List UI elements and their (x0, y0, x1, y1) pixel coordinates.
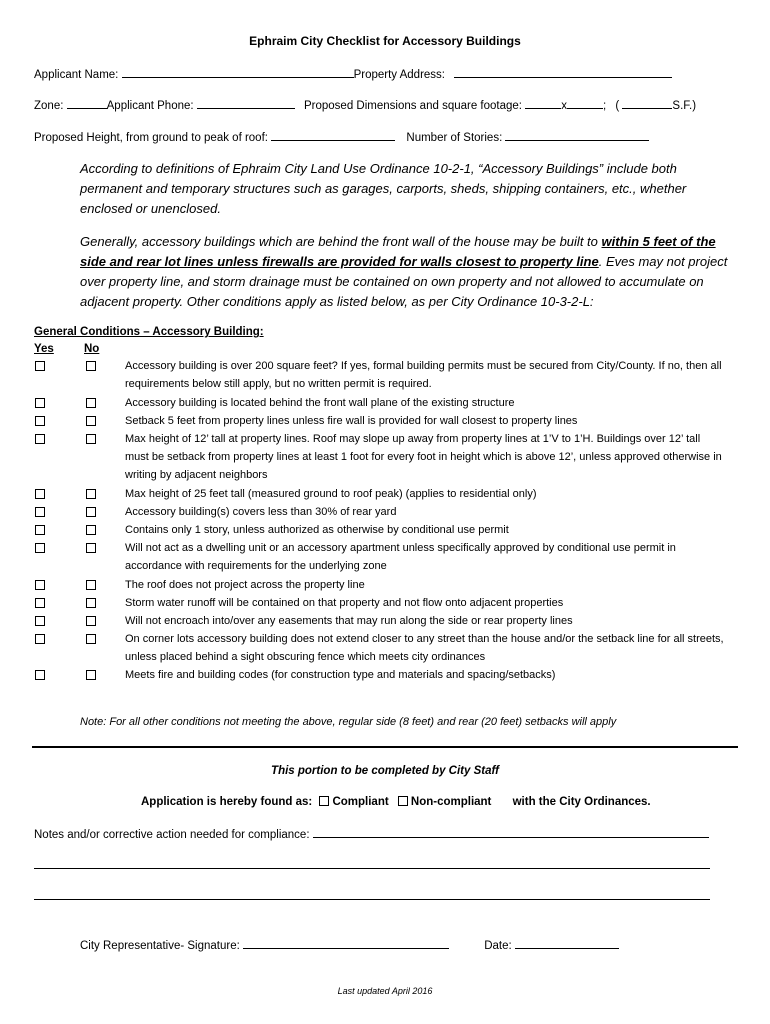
dimension-paren: ( (615, 100, 620, 112)
setback-paragraph (80, 232, 730, 312)
zone-row (34, 98, 696, 112)
yes-checkbox[interactable] (35, 507, 45, 517)
condition-text: Will not encroach into/over any easements that may run along the side or rear property lines (125, 615, 573, 627)
dimension-x: x (561, 100, 567, 112)
square-footage-field[interactable] (622, 98, 672, 109)
condition-text: Meets fire and building codes (for construction type and materials and spacing/setbacks) (125, 669, 556, 681)
compliance-row (141, 796, 651, 808)
applicant-phone-field[interactable] (197, 98, 295, 109)
yes-checkbox[interactable] (35, 489, 45, 499)
proposed-height-field[interactable] (271, 130, 395, 141)
signature-row (80, 938, 619, 952)
no-checkbox[interactable] (86, 525, 96, 535)
condition-text: Accessory building is over 200 square feet? If yes, formal building permits must be secured from City/County. If no, then all requirements below still apply, but no written permit is required. (125, 360, 722, 390)
condition-text: Contains only 1 story, unless authorized as otherwise by conditional use permit (125, 524, 509, 536)
zone-label: Zone: (34, 100, 64, 112)
noncompliant-label: Non-compliant (410, 796, 492, 808)
height-row (34, 130, 649, 144)
yes-checkbox[interactable] (35, 634, 45, 644)
property-address-label: Property Address: (353, 69, 445, 81)
condition-text: Will not act as a dwelling unit or an accessory apartment unless specifically approved by conditional use permit in accordance with requirements for the underlying zone (125, 542, 676, 572)
no-checkbox[interactable] (86, 598, 96, 608)
date-field[interactable] (515, 938, 619, 949)
no-checkbox[interactable] (86, 616, 96, 626)
yes-column-header: Yes (34, 343, 54, 355)
yes-checkbox[interactable] (35, 670, 45, 680)
noncompliant-checkbox[interactable] (398, 796, 408, 806)
notes-field-line-2[interactable] (34, 868, 710, 869)
dimension-width-field[interactable] (567, 98, 603, 109)
city-representative-label: City Representative- Signature: (80, 940, 240, 952)
applicant-name-row (34, 67, 672, 81)
signature-field[interactable] (243, 938, 449, 949)
condition-text: Max height of 12’ tall at property lines. Roof may slope up away from property lines at 1’V to 1’H. Buildings over 12’ tall must be setback from property lines at least 1 foot for every foot in height which is above 12’, unless approved otherwise in writing by adjacent neighbors (125, 433, 722, 481)
no-checkbox[interactable] (86, 416, 96, 426)
applicant-name-label: Applicant Name: (34, 69, 119, 81)
applicant-phone-label: Applicant Phone: (106, 100, 194, 112)
date-label: Date: (484, 940, 512, 952)
condition-text: Accessory building is located behind the front wall plane of the existing structure (125, 397, 515, 409)
no-checkbox[interactable] (86, 507, 96, 517)
setback-note: Note: For all other conditions not meeting the above, regular side (8 feet) and rear (20 feet) setbacks will apply (80, 716, 617, 728)
with-ordinances-label: with the City Ordinances. (512, 796, 651, 808)
staff-section-title: This portion to be completed by City Staff (271, 765, 499, 777)
yes-checkbox[interactable] (35, 525, 45, 535)
condition-text: Setback 5 feet from property lines unless fire wall is provided for wall closest to property lines (125, 415, 578, 427)
yes-checkbox[interactable] (35, 580, 45, 590)
condition-text: Max height of 25 feet tall (measured ground to roof peak) (applies to residential only) (125, 488, 537, 500)
no-checkbox[interactable] (86, 543, 96, 553)
yes-checkbox[interactable] (35, 361, 45, 371)
setback-paragraph-start: Generally, accessory buildings which are behind the front wall of the house may be built to (80, 234, 602, 249)
square-footage-unit: S.F.) (672, 100, 697, 112)
number-of-stories-label: Number of Stories: (406, 132, 503, 144)
notes-field-line-1[interactable] (313, 827, 709, 838)
dimension-length-field[interactable] (525, 98, 561, 109)
condition-text: On corner lots accessory building does not extend closer to any street than the house and/or the setback line for all streets, unless placed behind a sight obscuring fence which meets city ordinances (125, 633, 724, 663)
number-of-stories-field[interactable] (505, 130, 649, 141)
yes-checkbox[interactable] (35, 398, 45, 408)
proposed-height-label: Proposed Height, from ground to peak of roof: (34, 132, 268, 144)
compliant-checkbox[interactable] (319, 796, 329, 806)
zone-field[interactable] (67, 98, 107, 109)
yes-checkbox[interactable] (35, 598, 45, 608)
setback-paragraph-emphasis: within 5 feet of the side and rear lot lines unless firewalls are provided for walls closest to property line (80, 234, 716, 269)
dimension-semicolon: ; (602, 100, 607, 112)
no-checkbox[interactable] (86, 634, 96, 644)
found-label: Application is hereby found as: (141, 796, 313, 808)
proposed-dimensions-label: Proposed Dimensions and square footage: (303, 100, 522, 112)
yes-checkbox[interactable] (35, 416, 45, 426)
no-checkbox[interactable] (86, 398, 96, 408)
applicant-name-field[interactable] (122, 67, 354, 78)
property-address-field[interactable] (454, 67, 672, 78)
no-checkbox[interactable] (86, 434, 96, 444)
yes-checkbox[interactable] (35, 434, 45, 444)
condition-text: The roof does not project across the property line (125, 579, 365, 591)
condition-text: Accessory building(s) covers less than 30% of rear yard (125, 506, 397, 518)
no-checkbox[interactable] (86, 580, 96, 590)
page-title: Ephraim City Checklist for Accessory Buildings (249, 34, 521, 48)
notes-label: Notes and/or corrective action needed for compliance: (34, 829, 310, 841)
yes-checkbox[interactable] (35, 543, 45, 553)
no-checkbox[interactable] (86, 670, 96, 680)
no-column-header: No (84, 343, 100, 355)
notes-field-line-3[interactable] (34, 899, 710, 900)
condition-text: Storm water runoff will be contained on that property and not flow onto adjacent properties (125, 597, 564, 609)
last-updated-footer: Last updated April 2016 (337, 986, 433, 996)
yes-checkbox[interactable] (35, 616, 45, 626)
no-checkbox[interactable] (86, 489, 96, 499)
setback-paragraph-end: . Eves may not project over property line, and storm drainage must be contained on own property and not allowed to accumulate on adjacent property. Other conditions apply as listed below, as per City Ordinance 10-3-2-L: (80, 254, 728, 309)
compliant-label: Compliant (332, 796, 389, 808)
definition-paragraph: According to definitions of Ephraim City Land Use Ordinance 10-2-1, “Accessory Buildings” include both permanent and temporary structures such as garages, carports, sheds, shipping containers, etc., whether enclosed or unenclosed. (80, 161, 687, 216)
no-checkbox[interactable] (86, 361, 96, 371)
general-conditions-heading: General Conditions – Accessory Building: (34, 326, 264, 338)
notes-row (34, 827, 709, 841)
section-divider (32, 746, 738, 748)
